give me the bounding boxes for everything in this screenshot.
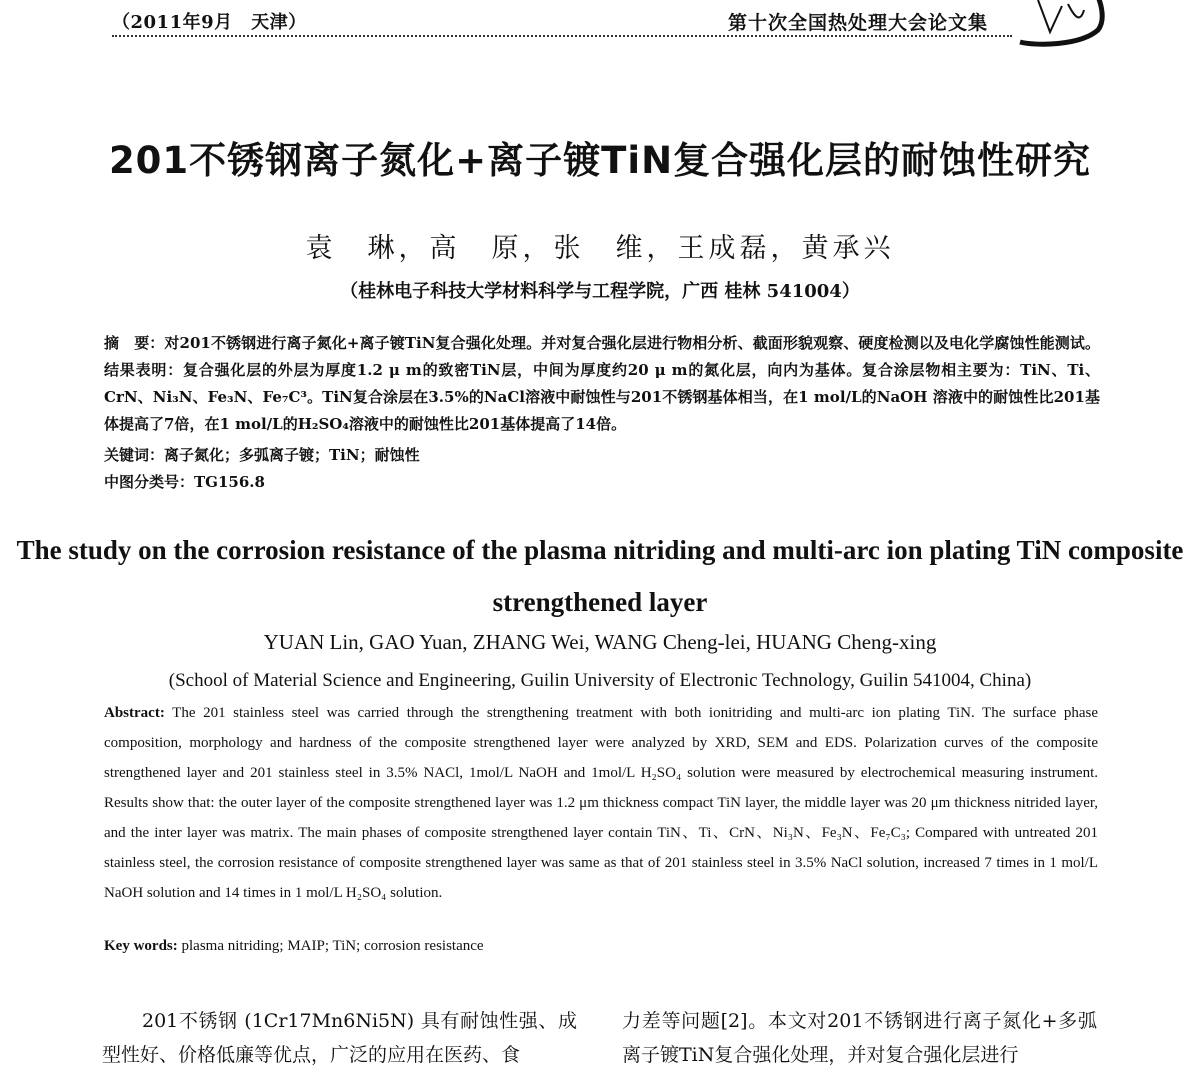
classification-label: 中图分类号： (104, 473, 195, 491)
keywords-label-chinese: 关键词： (104, 446, 165, 464)
header-date-location: （2011年9月 天津） (112, 12, 307, 33)
running-header (0, 0, 1200, 48)
abstract-text-chinese: 对201不锈钢进行离子氮化+离子镀TiN复合强化处理。并对复合强化层进行物相分析、截面形貌观察、硬度检测以及电化学腐蚀性能测试。结果表明：复合强化层的外层为厚度1.2 μ m的致密TiN层，中间为厚度约20 μ m的氮化层，向内为基体。复合涂层物相主要为：TiN、Ti、CrN、Ni₃N、Fe₃N、Fe₇C³。TiN复合涂层在3.5%的NaCl溶液中耐蚀性与201不锈钢基体相当，在1 mol/L的NaOH 溶液中的耐蚀性比201基体提高了7倍，在1 mol/L的H₂SO₄溶液中的耐蚀性比201基体提高了14倍。 (104, 334, 1100, 433)
keywords-chinese (104, 444, 420, 465)
abstract-english (104, 698, 1098, 908)
body-text-left-column: 201不锈钢 (1Cr17Mn6Ni5N) 具有耐蚀性强、成型性好、价格低廉等优点，广泛的应用在医药、食 (102, 1010, 577, 1066)
author-list-chinese: 袁 琳，高 原，张 维，王成磊，黄承兴 (305, 233, 895, 264)
paper-title-chinese: 201不锈钢离子氮化+离子镀TiN复合强化层的耐蚀性研究 (108, 139, 1092, 182)
classification-value: TG156.8 (194, 473, 265, 491)
keywords-text-chinese: 离子氮化；多弧离子镀；TiN；耐蚀性 (164, 446, 420, 464)
keywords-label-english: Key words: (104, 938, 178, 954)
affiliation-english: (School of Material Science and Engineering, Guilin University of Electronic Technology, Guilin 541004, China) (168, 670, 1032, 691)
paper-title-english: The study on the corrosion resistance of the plasma nitriding and multi-arc ion plating TiN composite strengthened layer (16, 535, 1184, 617)
conference-logo-icon (1010, 0, 1105, 48)
abstract-label-chinese: 摘 要： (104, 334, 165, 352)
author-list-english: YUAN Lin, GAO Yuan, ZHANG Wei, WANG Cheng-lei, HUANG Cheng-xing (263, 630, 937, 654)
keywords-english (104, 938, 484, 955)
keywords-text-english: plasma nitriding; MAIP; TiN; corrosion resistance (181, 938, 484, 954)
header-dotted-rule (112, 35, 1012, 37)
affiliation-chinese: （桂林电子科技大学材料科学与工程学院，广西 桂林 541004） (340, 281, 860, 302)
classification-number (104, 471, 265, 492)
abstract-text-english: The 201 stainless steel was carried through the strengthening treatment with both ionitriding and multi-arc ion plating TiN. The surface phase composition, morphology and hardness of the composite strengthened layer were analyzed by XRD, SEM and EDS. Polarization curves of the composite strengthened layer and 201 stainless steel in 3.5% NACl, 1mol/L NaOH and 1mol/L H₂SO₄ solution were measured by electrochemical measuring instrument. Results show that: the outer layer of the composite strengthened layer was 1.2 μm thickness compact TiN layer, the middle layer was 20 μm thickness nitrided layer, and the inter layer was matrix. The main phases of composite strengthened layer contain TiN、Ti、CrN、Ni₃N、Fe₃N、Fe₇C₃; Compared with untreated 201 stainless steel, the corrosion resistance of composite strengthened layer was same as that of 201 stainless steel in 3.5% NaCl solution, increased 7 times in 1 mol/L NaOH solution and 14 times in 1 mol/L H₂SO₄ solution. (104, 705, 1099, 901)
body-text-right-column: 力差等问题[2]。本文对201不锈钢进行离子氮化+多弧离子镀TiN复合强化处理，并对复合强化层进行 (622, 1010, 1097, 1066)
header-proceedings-title: 第十次全国热处理大会论文集 (728, 12, 989, 34)
abstract-label-english: Abstract: (104, 705, 165, 721)
abstract-chinese (104, 330, 1100, 438)
